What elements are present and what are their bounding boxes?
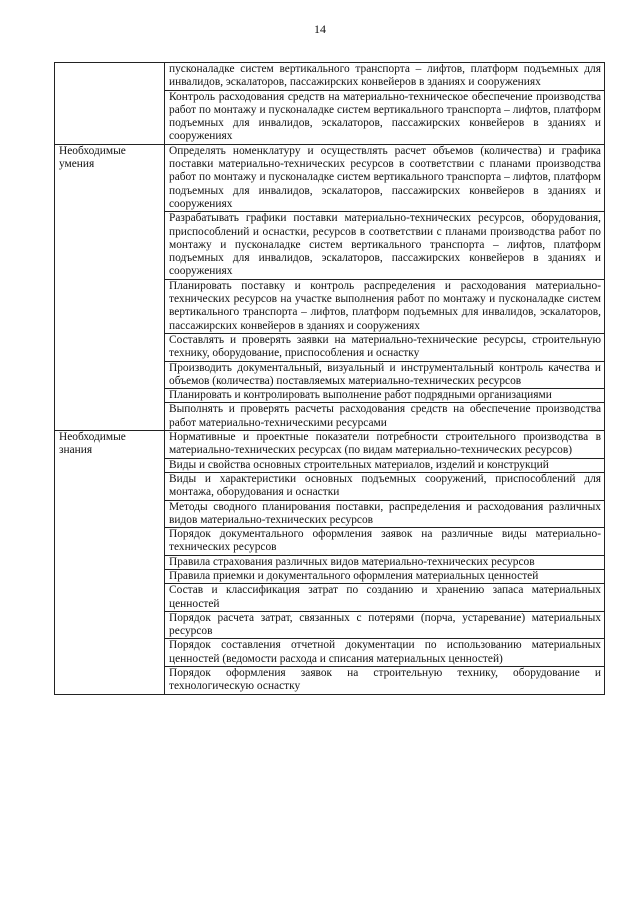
requirement-item: Планировать поставку и контроль распределения и расходования материально-технических ресурсов на участке выполнения работ по монтажу и пусконаладке систем вертикального транспорта – лифтов, платформ подъемных для инвалидов, эскалаторов, пассажирских конвейеров в зданиях и сооружениях [165,279,605,333]
requirement-item: Порядок документального оформления заявок на различные виды материально-технических ресурсов [165,528,605,556]
requirement-item: Определять номенклатуру и осуществлять расчет объемов (количества) и графика поставки материально-технических ресурсов в соответствии с планами производства работ по монтажу и пусконаладке систем вертикального транспорта – лифтов, платформ подъемных для инвалидов, эскалаторов, пассажирских конвейеров в зданиях и сооружениях [165,144,605,211]
requirement-item: Составлять и проверять заявки на материально-технические ресурсы, строительную технику, оборудование, приспособления и оснастку [165,333,605,361]
requirement-item: Виды и свойства основных строительных материалов, изделий и конструкций [165,458,605,472]
requirement-item: Порядок расчета затрат, связанных с потерями (порча, устаревание) материальных ресурсов [165,611,605,639]
requirement-item: Планировать и контролировать выполнение работ подрядными организациями [165,389,605,403]
requirement-item: Правила страхования различных видов материально-технических ресурсов [165,555,605,569]
requirement-item: Методы сводного планирования поставки, распределения и расходования различных видов материально-технических ресурсов [165,500,605,528]
requirement-item: Порядок составления отчетной документации по использованию материальных ценностей (ведомости расхода и списания материальных ценностей) [165,639,605,667]
section-label: Необходимые умения [55,144,165,430]
requirement-item: Разрабатывать графики поставки материально-технических ресурсов, оборудования, приспособлений и оснастки, ресурсов в соответствии с планами производства работ по монтажу и пусконаладке систем вертикального транспорта – лифтов, платформ подъемных для инвалидов, эскалаторов, пассажирских конвейеров в зданиях и сооружениях [165,212,605,279]
requirements-table-body [55,63,605,695]
table-row [55,63,605,91]
section-label [55,63,165,145]
section-label: Необходимые знания [55,431,165,695]
requirement-item: Выполнять и проверять расчеты расходования средств на обеспечение производства работ материально-техническими ресурсами [165,403,605,431]
requirement-item: Порядок оформления заявок на строительную технику, оборудование и технологическую оснастку [165,667,605,695]
table-row [55,431,605,459]
requirement-item: Правила приемки и документального оформления материальных ценностей [165,569,605,583]
page-number: 14 [314,22,326,36]
requirement-item: Состав и классификация затрат по созданию и хранению запаса материальных ценностей [165,584,605,612]
requirement-item: Производить документальный, визуальный и инструментальный контроль качества и объемов (количества) поставляемых материально-технических ресурсов [165,361,605,389]
requirement-item: Нормативные и проектные показатели потребности строительного производства в материально-технических ресурсах (по видам материально-технических ресурсов) [165,431,605,459]
requirement-item: пусконаладке систем вертикального транспорта – лифтов, платформ подъемных для инвалидов, эскалаторов, пассажирских конвейеров в зданиях и сооружениях [165,63,605,91]
requirement-item: Виды и характеристики основных подъемных сооружений, приспособлений для монтажа, оборудования и оснастки [165,472,605,500]
requirement-item: Контроль расходования средств на материально-техническое обеспечение производства работ по монтажу и пусконаладке систем вертикального транспорта – лифтов, платформ подъемных для инвалидов, эскалаторов, пассажирских конвейеров в зданиях и сооружениях [165,90,605,144]
table-row [55,144,605,211]
requirements-table [54,62,605,695]
